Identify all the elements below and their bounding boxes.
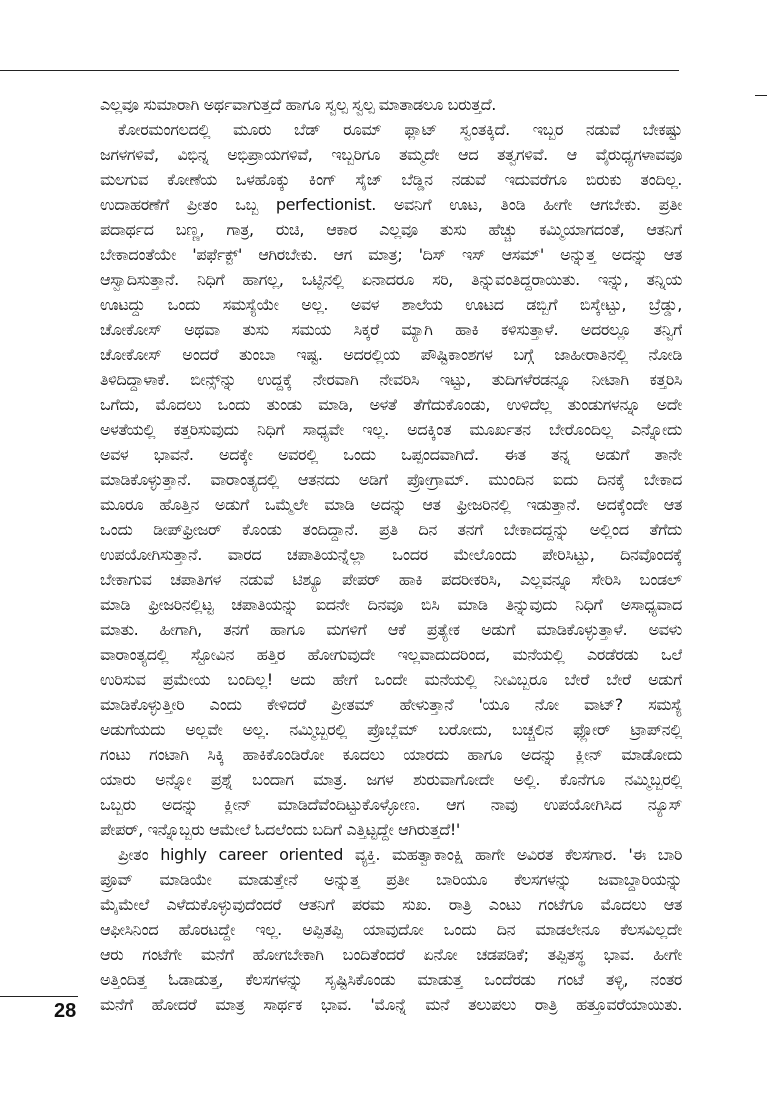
text-line: ಕೋರಮಂಗಲದಲ್ಲಿ ಮೂರು ಬೆಡ್ ರೂಮ್ ಫ್ಲಾಟ್ ಸ್ವಂತಕ್ಕಿದೆ. ಇಬ್ಬರ ನಡುವೆ ಬೇಕಷ್ಟು — [118, 120, 682, 139]
text-line: ಪದಾರ್ಥದ ಬಣ್ಣ, ಗಾತ್ರ, ರುಚಿ, ಆಕಾರ ಎಲ್ಲವೂ ತುಸು ಹೆಚ್ಚು ಕಮ್ಮಿಯಾಗದಂತೆ, ಆತನಿಗೆ — [100, 220, 682, 239]
text-line: ಮಾಡಿ ಫ್ರೀಜರಿನಲ್ಲಿಟ್ಟ ಚಪಾತಿಯನ್ನು ಐದನೇ ದಿನವೂ ಬಿಸಿ ಮಾಡಿ ತಿನ್ನುವುದು ನಿಧಿಗೆ ಅಸಾಧ್ಯವಾದ — [100, 595, 682, 614]
text-line: ಉಪಯೋಗಿಸುತ್ತಾನೆ. ವಾರದ ಚಪಾತಿಯನ್ನೆಲ್ಲಾ ಒಂದರ ಮೇಲೊಂದು ಪೇರಿಸಿಟ್ಟು, ದಿನವೊಂದಕ್ಕೆ — [100, 545, 682, 564]
text-line: ಉದಾಹರಣೆಗೆ ಪ್ರೀತಂ ಒಬ್ಬ perfectionist. ಅವನಿಗೆ ಊಟ, ತಿಂಡಿ ಹೀಗೇ ಆಗಬೇಕು. ಪ್ರತೀ — [100, 195, 682, 214]
text-line: ಗಂಟು ಗಂಟಾಗಿ ಸಿಕ್ಕಿ ಹಾಕಿಕೊಂಡಿರೋ ಕೂದಲು ಯಾರದು ಹಾಗೂ ಅದನ್ನು ಕ್ಲೀನ್ ಮಾಡೋದು — [100, 745, 682, 764]
text-line: ತಿಳಿದಿದ್ದಾಳಾಕೆ. ಬೀನ್ಸ್‌ನ್ನು ಉದ್ದಕ್ಕೆ ನೇರವಾಗಿ ನೇವರಿಸಿ ಇಟ್ಟು, ತುದಿಗಳೆರಡನ್ನೂ ನೀಟಾಗಿ ಕತ್ತರಿಸಿ — [100, 370, 682, 389]
text-line: ವಾರಾಂತ್ಯದಲ್ಲಿ ಸ್ಟೋವಿನ ಹತ್ತಿರ ಹೋಗುವುದೇ ಇಲ್ಲವಾದುದರಿಂದ, ಮನೆಯಲ್ಲಿ ಎರಡೆರಡು ಒಲೆ — [100, 645, 682, 664]
page-number: 28 — [54, 1000, 77, 1022]
text-line: ಪ್ರೂವ್ ಮಾಡಿಯೇ ಮಾಡುತ್ತೇನೆ ಅನ್ನುತ್ತ ಪ್ರತೀ ಬಾರಿಯೂ ಕೆಲಸಗಳನ್ನು ಜವಾಬ್ದಾರಿಯನ್ನು — [100, 870, 682, 889]
text-line: ಒಗೆದು, ಮೊದಲು ಒಂದು ತುಂಡು ಮಾಡಿ, ಅಳತೆ ತೆಗೆದುಕೊಂಡು, ಉಳಿದೆಲ್ಲ ತುಂಡುಗಳನ್ನೂ ಅದೇ — [100, 395, 682, 414]
text-line: ಚೋಕೋಸ್ ಅಂದರೆ ತುಂಬಾ ಇಷ್ಟ. ಅದರಲ್ಲಿಯ ಪೌಷ್ಟಿಕಾಂಶಗಳ ಬಗ್ಗೆ ಜಾಹೀರಾತಿನಲ್ಲಿ ನೋಡಿ — [100, 345, 682, 364]
text-line: ಅಡುಗೆಯದು ಅಲ್ಲವೇ ಅಲ್ಲ. ನಮ್ಮಿಬ್ಬರಲ್ಲಿ ಪ್ರೊಬ್ಲೆಮ್ ಬರೋದು, ಬಚ್ಚಲಿನ ಫ್ಲೋರ್ ಟ್ರಾಪ್‌ನಲ್ಲಿ — [100, 720, 682, 739]
header-rule — [0, 70, 679, 71]
text-line: ಉರಿಸುವ ಪ್ರಮೇಯ ಬಂದಿಲ್ಲ! ಅದು ಹೇಗೆ ಒಂದೇ ಮನೆಯಲ್ಲಿ ನೀವಿಬ್ಬರೂ ಬೇರೆ ಬೇರೆ ಅಡುಗೆ — [100, 670, 682, 689]
text-line: ಆಫೀಸಿನಿಂದ ಹೊರಟದ್ದೇ ಇಲ್ಲ. ಅಪ್ಪಿತಪ್ಪಿ ಯಾವುದೋ ಒಂದು ದಿನ ಮಾಡಲೇನೂ ಕೆಲಸವಿಲ್ಲದೇ — [100, 920, 682, 939]
text-line: ಎಲ್ಲವೂ ಸುಮಾರಾಗಿ ಅರ್ಥವಾಗುತ್ತದೆ ಹಾಗೂ ಸ್ವಲ್ಪ ಸ್ವಲ್ಪ ಮಾತಾಡಲೂ ಬರುತ್ತದೆ. — [100, 95, 496, 114]
text-line: ಬೇಕಾದಂತೆಯೇ 'ಪರ್ಫೆಕ್ಟ್' ಆಗಿರಬೇಕು. ಆಗ ಮಾತ್ರ; 'ದಿಸ್ ಇಸ್ ಆಸಮ್' ಅನ್ನುತ್ತ ಅದನ್ನು ಆತ — [100, 245, 682, 264]
page-number-rule — [0, 996, 78, 997]
text-line: ಮಲಗುವ ಕೋಣೆಯ ಒಳಹೊಕ್ಕು ಕಿಂಗ್ ಸೈಜ್ ಬೆಡ್ಡಿನ ನಡುವೆ ಇದುವರೆಗೂ ಬಿರುಕು ತಂದಿಲ್ಲ. — [100, 170, 682, 189]
text-line: ಅಳತೆಯಲ್ಲಿ ಕತ್ತರಿಸುವುದು ನಿಧಿಗೆ ಸಾಧ್ಯವೇ ಇಲ್ಲ. ಅದಕ್ಕಿಂತ ಮೂರ್ಖತನ ಬೇರೊಂದಿಲ್ಲ ಎನ್ನೋದು — [100, 420, 682, 439]
text-line: ಮೈಮೇಲೆ ಎಳೆದುಕೊಳ್ಳುವುದೆಂದರೆ ಆತನಿಗೆ ಪರಮ ಸುಖ. ರಾತ್ರಿ ಎಂಟು ಗಂಟೆಗೂ ಮೊದಲು ಆತ — [100, 895, 682, 914]
text-line: ಪ್ರೀತಂ highly career oriented ವ್ಯಕ್ತಿ. ಮಹತ್ವಾಕಾಂಕ್ಷಿ ಹಾಗೇ ಅವಿರತ ಕೆಲಸಗಾರ. 'ಈ ಬಾರಿ — [118, 845, 682, 864]
text-line: ಒಂದು ಡೀಪ್‌ಫ್ರೀಜರ್ ಕೊಂಡು ತಂದಿದ್ದಾನೆ. ಪ್ರತಿ ದಿನ ತನಗೆ ಬೇಕಾದದ್ದನ್ನು ಅಲ್ಲಿಂದ ತೆಗೆದು — [100, 520, 682, 539]
text-line: ಯಾರು ಅನ್ನೋ ಪ್ರಶ್ನೆ ಬಂದಾಗ ಮಾತ್ರ. ಜಗಳ ಶುರುವಾಗೋದೇ ಅಲ್ಲಿ. ಕೊನೆಗೂ ನಮ್ಮಿಬ್ಬರಲ್ಲಿ — [100, 770, 682, 789]
margin-rule — [755, 95, 767, 96]
text-line: ಆಸ್ವಾದಿಸುತ್ತಾನೆ. ನಿಧಿಗೆ ಹಾಗಲ್ಲ, ಒಟ್ಟಿನಲ್ಲಿ ಏನಾದರೂ ಸರಿ, ತಿನ್ನುವಂತಿದ್ದರಾಯಿತು. ಇನ್ನು, ತನ್ನಿಯ — [100, 270, 682, 289]
text-line: ಬೇಕಾಗುವ ಚಪಾತಿಗಳ ನಡುವೆ ಟಿಶ್ಯೂ ಪೇಪರ್ ಹಾಕಿ ಪದರೀಕರಿಸಿ, ಎಲ್ಲವನ್ನೂ ಸೇರಿಸಿ ಬಂಡಲ್ — [100, 570, 682, 589]
text-line: ಮಾಡಿಕೊಳ್ಳುತ್ತಾನೆ. ವಾರಾಂತ್ಯದಲ್ಲಿ ಆತನದು ಅಡಿಗೆ ಪ್ರೋಗ್ರಾಮ್. ಮುಂದಿನ ಐದು ದಿನಕ್ಕೆ ಬೇಕಾದ — [100, 470, 682, 489]
body-text — [100, 92, 682, 1017]
text-line: ಅವಳ ಭಾವನೆ. ಅದಕ್ಕೇ ಅವರಲ್ಲಿ ಒಂದು ಒಪ್ಪಂದವಾಗಿದೆ. ಈತ ತನ್ನ ಅಡುಗೆ ತಾನೇ — [100, 445, 682, 464]
text-line: ಆರು ಗಂಟೆಗೇ ಮನೆಗೆ ಹೋಗಬೇಕಾಗಿ ಬಂದಿತೆಂದರೆ ಏನೋ ಚಡಪಡಿಕೆ; ತಪ್ಪಿತಸ್ಥ ಭಾವ. ಹೀಗೇ — [100, 945, 682, 964]
text-line: ಊಟದ್ದು ಒಂದು ಸಮಸ್ಯೆಯೇ ಅಲ್ಲ. ಅವಳ ಶಾಲೆಯ ಊಟದ ಡಬ್ಬಿಗೆ ಬಿಸ್ಕೇಟ್ಟು, ಬ್ರೆಡ್ಡು, — [100, 295, 682, 314]
text-line: ಚೋಕೋಸ್ ಅಥವಾ ತುಸು ಸಮಯ ಸಿಕ್ಕರೆ ಮ್ಯಾಗಿ ಹಾಕಿ ಕಳಿಸುತ್ತಾಳೆ. ಅದರಲ್ಲೂ ತನ್ವಿಗೆ — [100, 320, 682, 339]
text-line: ಮನೆಗೆ ಹೋದರೆ ಮಾತ್ರ ಸಾರ್ಥಕ ಭಾವ. 'ಮೊನ್ನೆ ಮನೆ ತಲುಪಲು ರಾತ್ರಿ ಹತ್ತೂವರೆಯಾಯಿತು. — [100, 995, 682, 1014]
text-line: ಮೂರೂ ಹೊತ್ತಿನ ಅಡುಗೆ ಒಮ್ಮೆಲೇ ಮಾಡಿ ಅದನ್ನು ಆತ ಫ್ರೀಜರಿನಲ್ಲಿ ಇಡುತ್ತಾನೆ. ಅದಕ್ಕೆಂದೇ ಆತ — [100, 495, 682, 514]
text-line: ಮಾತು. ಹೀಗಾಗಿ, ತನಗೆ ಹಾಗೂ ಮಗಳಿಗೆ ಆಕೆ ಪ್ರತ್ಯೇಕ ಅಡುಗೆ ಮಾಡಿಕೊಳ್ಳುತ್ತಾಳೆ. ಅವಳು — [100, 620, 682, 639]
text-line: ಮಾಡಿಕೊಳ್ಳುತ್ತೀರಿ ಎಂದು ಕೇಳಿದರೆ ಪ್ರೀತಮ್ ಹೇಳುತ್ತಾನೆ 'ಯೂ ನೋ ವಾಟ್? ಸಮಸ್ಯೆ — [100, 695, 682, 714]
text-line: ಒಬ್ಬರು ಅದನ್ನು ಕ್ಲೀನ್ ಮಾಡಿದೆವೆಂದಿಟ್ಟುಕೊಳ್ಳೋಣ. ಆಗ ನಾವು ಉಪಯೋಗಿಸಿದ ನ್ಯೂಸ್ — [100, 795, 682, 814]
text-line: ಪೇಪರ್, ಇನ್ನೊಬ್ಬರು ಆಮೇಲೆ ಓದಲೆಂದು ಬದಿಗೆ ಎತ್ತಿಟ್ಟದ್ದೇ ಆಗಿರುತ್ತದೆ!' — [100, 820, 460, 839]
text-line: ಜಗಳಗಳಿವೆ, ವಿಭಿನ್ನ ಅಭಿಪ್ರಾಯಗಳಿವೆ, ಇಬ್ಬರಿಗೂ ತಮ್ಮದೇ ಆದ ತತ್ವಗಳಿವೆ. ಆ ವೈರುಧ್ಯಗಳಾವವೂ — [100, 145, 682, 164]
text-line: ಅತ್ತಿಂದಿತ್ತ ಓಡಾಡುತ್ತ, ಕೆಲಸಗಳನ್ನು ಸೃಷ್ಟಿಸಿಕೊಂಡು ಮಾಡುತ್ತ ಒಂದೆರಡು ಗಂಟೆ ತಳ್ಳಿ, ನಂತರ — [100, 970, 682, 989]
